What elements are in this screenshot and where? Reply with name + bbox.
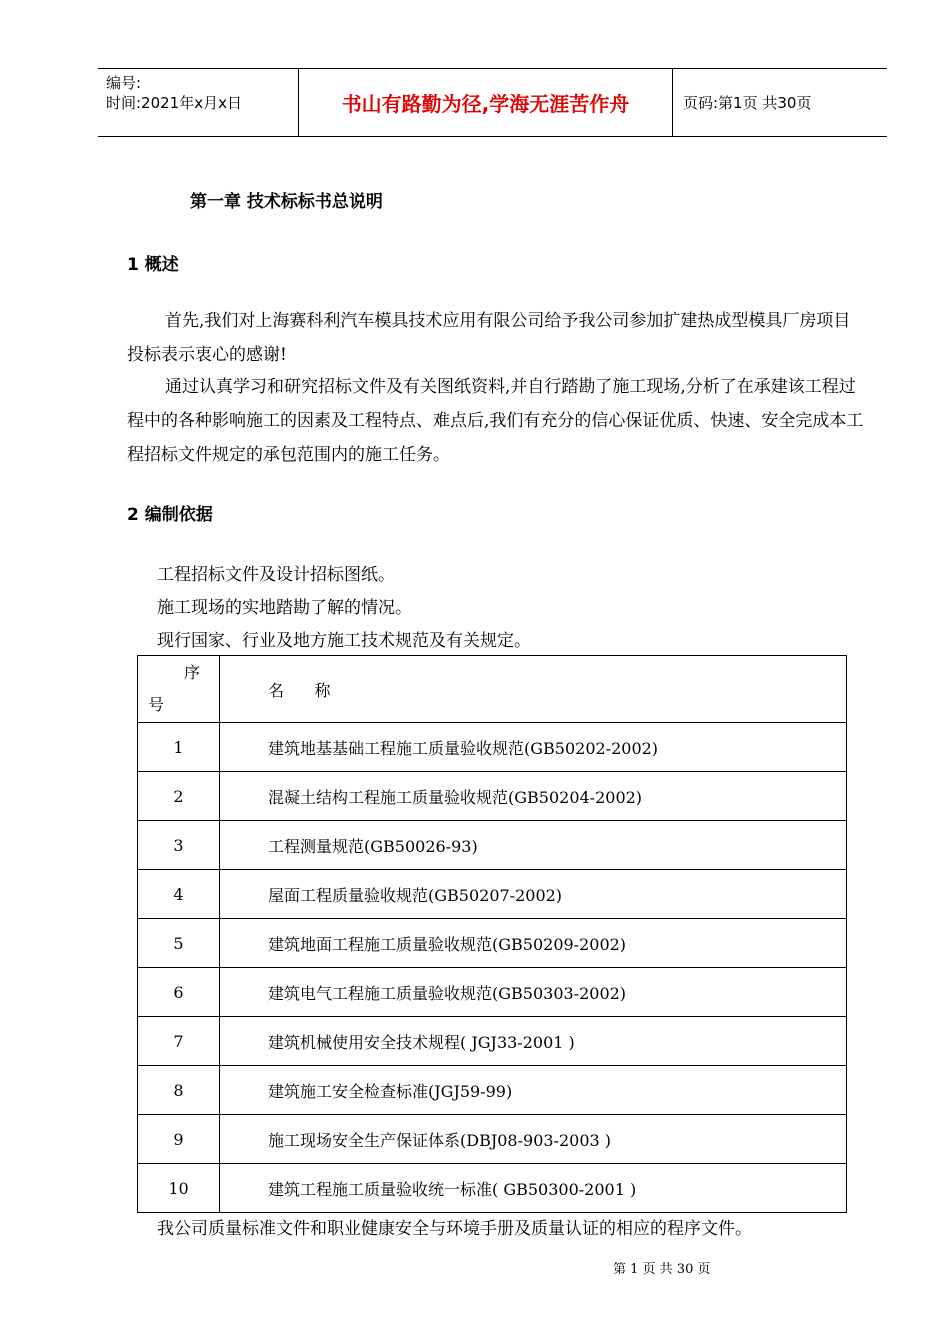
header-page-info: 页码:第1页 共30页 bbox=[683, 94, 812, 112]
row-no: 2 bbox=[138, 772, 220, 821]
row-name: 建筑地基基础工程施工质量验收规范(GB50202-2002) bbox=[220, 723, 847, 772]
header-name-cell: 名 称 bbox=[220, 656, 847, 723]
chapter-title: 第一章 技术标标书总说明 bbox=[190, 192, 383, 212]
row-no: 10 bbox=[138, 1164, 220, 1213]
table-row bbox=[138, 1066, 847, 1115]
header-meta bbox=[98, 69, 299, 136]
row-name: 屋面工程质量验收规范(GB50207-2002) bbox=[220, 870, 847, 919]
basis-line-3: 现行国家、行业及地方施工技术规范及有关规定。 bbox=[157, 631, 531, 651]
row-name: 建筑地面工程施工质量验收规范(GB50209-2002) bbox=[220, 919, 847, 968]
row-no: 9 bbox=[138, 1115, 220, 1164]
header-no-cell bbox=[138, 656, 220, 723]
basis-line-2: 施工现场的实地踏勘了解的情况。 bbox=[157, 598, 412, 618]
row-no: 7 bbox=[138, 1017, 220, 1066]
row-name: 工程测量规范(GB50026-93) bbox=[220, 821, 847, 870]
closing-line: 我公司质量标准文件和职业健康安全与环境手册及质量认证的相应的程序文件。 bbox=[157, 1219, 752, 1239]
document-number-label: 编号: bbox=[106, 74, 142, 92]
table-row bbox=[138, 919, 847, 968]
page-header bbox=[98, 68, 887, 137]
overview-paragraph-2: 通过认真学习和研究招标文件及有关图纸资料,并自行踏勘了施工现场,分析了在承建该工程过程中的各种影响施工的因素及工程特点、难点后,我们有充分的信心保证优质、快速、安全完成本工程招标文件规定的承包范围内的施工任务。 bbox=[127, 377, 864, 465]
row-no: 4 bbox=[138, 870, 220, 919]
table-row bbox=[138, 1115, 847, 1164]
row-no: 3 bbox=[138, 821, 220, 870]
header-no-top: 序 bbox=[184, 663, 201, 682]
standards-table bbox=[137, 655, 847, 1213]
header-motto: 书山有路勤为径,学海无涯苦作舟 bbox=[299, 69, 673, 136]
table-row bbox=[138, 821, 847, 870]
table-row bbox=[138, 968, 847, 1017]
table-row bbox=[138, 772, 847, 821]
row-name: 建筑电气工程施工质量验收规范(GB50303-2002) bbox=[220, 968, 847, 1017]
table-row bbox=[138, 723, 847, 772]
row-no: 1 bbox=[138, 723, 220, 772]
table-header-row bbox=[138, 656, 847, 723]
row-no: 6 bbox=[138, 968, 220, 1017]
row-name: 施工现场安全生产保证体系(DBJ08-903-2003 ) bbox=[220, 1115, 847, 1164]
table-row bbox=[138, 1017, 847, 1066]
table-row bbox=[138, 870, 847, 919]
row-name: 混凝土结构工程施工质量验收规范(GB50204-2002) bbox=[220, 772, 847, 821]
overview-paragraph-1: 首先,我们对上海赛科利汽车模具技术应用有限公司给予我公司参加扩建热成型模具厂房项目投标表示衷心的感谢! bbox=[127, 311, 851, 365]
table-row bbox=[138, 1164, 847, 1213]
row-no: 8 bbox=[138, 1066, 220, 1115]
row-no: 5 bbox=[138, 919, 220, 968]
section-basis-title: 2 编制依据 bbox=[127, 505, 213, 525]
document-time-label: 时间:2021年x月x日 bbox=[106, 94, 242, 112]
header-no-bottom: 号 bbox=[148, 695, 165, 714]
row-name: 建筑机械使用安全技术规程( JGJ33-2001 ) bbox=[220, 1017, 847, 1066]
row-name: 建筑施工安全检查标准(JGJ59-99) bbox=[220, 1066, 847, 1115]
row-name: 建筑工程施工质量验收统一标准( GB50300-2001 ) bbox=[220, 1164, 847, 1213]
page-footer: 第 1 页 共 30 页 bbox=[613, 1262, 711, 1277]
basis-line-1: 工程招标文件及设计招标图纸。 bbox=[157, 565, 395, 585]
section-overview-title: 1 概述 bbox=[127, 255, 179, 275]
